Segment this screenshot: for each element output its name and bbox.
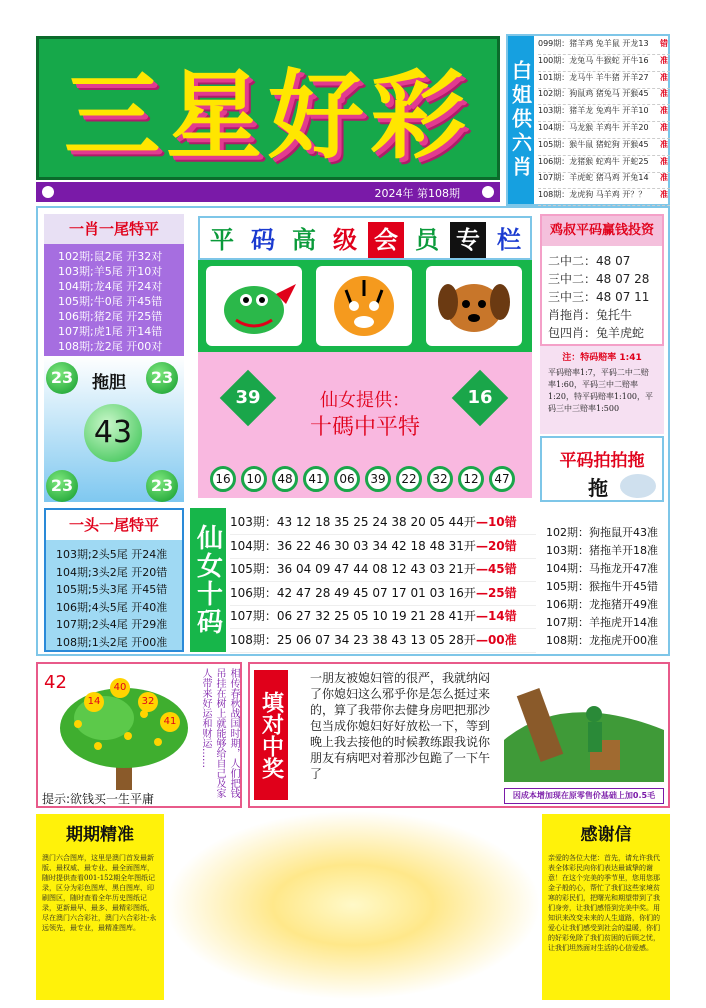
side-list-mark: 准 bbox=[660, 139, 668, 149]
jishu-title: 鸡叔平码赢钱投资 bbox=[542, 216, 662, 246]
date-bar bbox=[36, 182, 500, 202]
xiannv-number-ball: 48 bbox=[272, 466, 298, 492]
side-list-label: 白姐供六肖 bbox=[508, 36, 534, 204]
shima-result: —00准 bbox=[475, 632, 517, 647]
yitou-yiwei-title: 一头一尾特平 bbox=[46, 510, 182, 540]
jishu-row: 包四肖：兔羊虎蛇 bbox=[548, 326, 645, 340]
side-list-row bbox=[538, 88, 670, 105]
side-list-mark: 准 bbox=[660, 106, 668, 116]
tree-number: 42 bbox=[44, 672, 67, 693]
side-list-row bbox=[538, 122, 670, 139]
xiannv-line-2: 十碼中平特 bbox=[309, 415, 420, 440]
money-tree-panel bbox=[36, 662, 242, 808]
tree-fruit: 14 bbox=[84, 692, 104, 712]
yitou-row: 107期;2头4尾 开29准 bbox=[56, 618, 168, 631]
xiannv-line-1: 仙女提供： bbox=[320, 390, 410, 411]
yixiao-row: 103期;羊5尾 开10对 bbox=[58, 265, 163, 278]
side-list-text: 106期：龙猪猴 蛇鸡牛 开蛇25 bbox=[538, 156, 649, 166]
side-list-text: 107期：羊虎蛇 猪马鸡 开兔14 bbox=[538, 173, 649, 183]
yitou-yiwei-panel bbox=[44, 508, 184, 652]
tree-fruit: 41 bbox=[160, 712, 180, 732]
side-list-text: 099期：猪羊鸡 兔羊鼠 开龙13 bbox=[538, 39, 649, 48]
shima-numbers: 108期：25 06 07 34 23 38 43 13 05 28开 bbox=[230, 632, 476, 647]
xiannv-pink-panel bbox=[198, 352, 532, 498]
xiannv-number-ball: 41 bbox=[303, 466, 329, 492]
qiqi-body: 澳门六合图库，这里是澳门首发最新版、最权威、最专业、最全面图库，随时提供查看001-152期全年图纸记录，区分为彩色图库、黑白图库、印刷图区，随时查看全年历史图纸记录，更新最早、最多、最精彩图纸，尽在澳门六合彩社，澳门六合彩社-永远领先，最专业，最精准图库。 bbox=[42, 854, 157, 932]
money-tree-icon bbox=[48, 684, 198, 794]
side-list-mark: 准 bbox=[660, 190, 668, 200]
animal-strip bbox=[198, 260, 532, 352]
jishu-panel bbox=[540, 214, 664, 346]
paipai-sub: 拖 bbox=[588, 476, 608, 500]
thanks-letter-panel bbox=[542, 814, 670, 1000]
jishu-row: 二中二：48 07 bbox=[548, 254, 631, 268]
side-list-row bbox=[538, 139, 670, 156]
yixiao-row: 104期;龙4尾 开24对 bbox=[58, 280, 163, 293]
member-title-char: 员 bbox=[409, 222, 445, 258]
yitou-row: 103期;2头5尾 开24准 bbox=[56, 548, 168, 561]
odds-note bbox=[540, 346, 664, 434]
yixiao-row: 102期;鼠2尾 开32对 bbox=[58, 250, 163, 263]
shima-numbers: 104期：36 22 46 30 03 34 42 18 48 31开 bbox=[230, 538, 476, 553]
shima-row bbox=[230, 604, 536, 629]
side-list-mark: 准 bbox=[660, 173, 668, 183]
title-banner bbox=[36, 36, 500, 180]
side-list-text: 101期：龙马牛 羊牛猪 开羊27 bbox=[538, 72, 649, 82]
shima-result: —14错 bbox=[475, 609, 517, 623]
side-list-row bbox=[538, 172, 670, 189]
side-list-mark: 准 bbox=[660, 89, 668, 99]
shima-numbers: 103期：43 12 18 35 25 24 38 20 05 44开 bbox=[230, 515, 476, 529]
joke-text: 一朋友被媳妇管的很严，我就纳闷了你媳妇这么邪乎你是怎么挺过来的，算了我带你去健身房吧把那沙包当成你媳妇好好放松一下，等到晚上我去接他的时候教练跟我说你朋友有病吧对着那沙包跪了一下午了 bbox=[310, 671, 491, 781]
member-title-char: 栏 bbox=[491, 222, 527, 258]
yixiao-row: 108期;龙2尾 开00对 bbox=[58, 340, 163, 353]
pingma-row: 108期：龙拖虎开00准 bbox=[546, 634, 658, 647]
side-list-row bbox=[538, 156, 670, 173]
jishu-row: 三中二：48 07 28 bbox=[548, 272, 650, 286]
xiannv-number-ball: 16 bbox=[210, 466, 236, 492]
ball-top-left: 23 bbox=[46, 362, 78, 394]
jishu-row: 三中三：48 07 11 bbox=[548, 290, 650, 304]
side-list-row bbox=[538, 55, 670, 72]
yitou-row: 108期;1头2尾 开00准 bbox=[56, 635, 168, 649]
side-list-text: 103期：猪羊龙 兔鸡牛 开羊10 bbox=[538, 106, 649, 116]
shima-row bbox=[230, 628, 536, 653]
dragon-icon bbox=[206, 266, 302, 346]
shima-numbers: 106期：42 47 28 49 45 07 17 01 03 16开 bbox=[230, 585, 476, 600]
tree-side-text: 相传春秋战国时期，人们把钱吊挂在树上就能够给自己及家人带来好运和财运…… bbox=[200, 668, 239, 798]
side-list-row bbox=[538, 38, 670, 55]
jishu-row: 肖拖肖：兔托牛 bbox=[548, 308, 633, 322]
tuodan-panel bbox=[44, 356, 184, 502]
yixiao-row: 107期;虎1尾 开14错 bbox=[58, 325, 163, 338]
member-title-char: 高 bbox=[286, 222, 322, 258]
side-list-panel bbox=[506, 34, 670, 206]
xiannv-number-ball: 32 bbox=[427, 466, 453, 492]
tuodan-center-ball: 43 bbox=[84, 404, 142, 462]
joke-tag: 填对中奖 bbox=[254, 670, 288, 800]
xiannv-number-ball: 22 bbox=[396, 466, 422, 492]
price-note: 因成本增加现在原零售价基础上加0.5毛 bbox=[504, 788, 664, 804]
pingma-row: 104期：马拖龙开47准 bbox=[546, 562, 658, 575]
tiger-icon bbox=[316, 266, 412, 346]
yitou-row: 106期;4头5尾 开40准 bbox=[56, 600, 168, 614]
pingma-row: 103期：猪拖羊开18准 bbox=[546, 544, 658, 557]
center-glow bbox=[164, 810, 542, 1000]
pingma-row: 106期：龙拖猪开49准 bbox=[546, 598, 658, 611]
tree-fruit: 40 bbox=[110, 678, 130, 698]
paipai-panel bbox=[540, 436, 664, 502]
shima-numbers: 105期：36 04 09 47 44 08 12 43 03 21开 bbox=[230, 562, 476, 576]
side-list-text: 105期：猴牛鼠 猪蛇狗 开猴45 bbox=[538, 139, 649, 149]
yixiao-row: 106期;猪2尾 开25错 bbox=[58, 310, 163, 323]
side-list-mark: 错 bbox=[660, 39, 668, 48]
ball-bottom-right: 23 bbox=[146, 470, 178, 502]
ball-bottom-left: 23 bbox=[46, 470, 78, 502]
pingma-row: 102期：狗拖鼠开43准 bbox=[546, 526, 658, 539]
qiqi-title: 期期精准 bbox=[66, 825, 134, 845]
xiannv-number-ball: 06 bbox=[334, 466, 360, 492]
shima-row bbox=[230, 510, 536, 535]
member-title-char: 专 bbox=[450, 222, 486, 258]
odds-title: 注：特码赔率 1:41 bbox=[562, 353, 642, 363]
side-list-text: 104期：马龙猴 羊鸡牛 开羊20 bbox=[538, 123, 649, 132]
side-list-text: 102期：狗鼠鸡 猪兔马 开猴45 bbox=[538, 89, 649, 99]
page-title: 三星好彩 bbox=[64, 58, 472, 172]
joke-panel bbox=[248, 662, 670, 808]
qiqi-jingzhun-panel bbox=[36, 814, 164, 1000]
shima-result: —20错 bbox=[475, 538, 517, 553]
yitou-row: 104期;3头2尾 开20错 bbox=[56, 565, 168, 579]
paipai-title: 平码拍拍拖 bbox=[559, 451, 645, 471]
thanks-title: 感谢信 bbox=[580, 825, 632, 845]
member-title-char: 平 bbox=[204, 222, 240, 258]
tuodan-label: 拖胆 bbox=[92, 373, 126, 393]
yixiao-row: 105期;牛0尾 开45错 bbox=[58, 295, 163, 308]
odds-body: 平码赔率1:7，平码二中二赔率1:60，平码三中二赔率1:20，特平码赔率1:100，平码三中三赔率1:500 bbox=[548, 368, 654, 413]
tree-hint: 提示:欲钱买一生平庸 bbox=[42, 792, 155, 806]
xiannv-number-ball: 39 bbox=[365, 466, 391, 492]
side-list-mark: 准 bbox=[660, 123, 668, 132]
member-title-char: 码 bbox=[245, 222, 281, 258]
side-list-row bbox=[538, 105, 670, 122]
xiannv-number-ball: 12 bbox=[458, 466, 484, 492]
side-list-text: 108期：龙虎狗 马羊鸡 开？？ bbox=[538, 190, 647, 200]
right-diamond-number: 16 bbox=[467, 387, 493, 408]
side-list-mark: 准 bbox=[660, 55, 668, 65]
xiannv-number-ball: 10 bbox=[241, 466, 267, 492]
shima-numbers: 107期：06 27 32 25 05 10 19 21 28 41开 bbox=[230, 609, 476, 623]
side-list-row bbox=[538, 189, 670, 206]
member-title-char: 会 bbox=[368, 222, 404, 258]
side-list-row bbox=[538, 72, 670, 89]
ball-top-right: 23 bbox=[146, 362, 178, 394]
shima-label: 仙女十码 bbox=[190, 508, 226, 652]
shima-row bbox=[230, 557, 536, 582]
member-column-title bbox=[198, 216, 532, 260]
side-list-mark: 准 bbox=[660, 156, 668, 166]
left-dot-icon bbox=[42, 186, 54, 198]
pingma-row: 105期：猴拖牛开45错 bbox=[546, 580, 658, 593]
yixiao-yiwei-title: 一肖一尾特平 bbox=[44, 214, 184, 244]
mountain-icon bbox=[620, 474, 656, 498]
issue-date: 2024年 第108期 bbox=[374, 187, 460, 200]
tree-fruit: 32 bbox=[138, 692, 158, 712]
shima-result: —10错 bbox=[475, 515, 517, 529]
dog-icon bbox=[426, 266, 522, 346]
shima-result: —45错 bbox=[475, 562, 517, 576]
shima-result: —25错 bbox=[475, 585, 517, 600]
thanks-body: 亲爱的各位大佬：首先，请允许我代表全体彩民向你们表达最诚挚的谢意！在这个完美的季节里，您用您那金子般的心，帮忙了我们这些家境贫寒的彩民们，把曙光和期望带到了我们身旁，让我们感悟到完美中奖。用知识来改变未来的人生道路，你们的爱心让我们感受到社会的温暖，你们的好彩免除了我们贫困的后顾之忧，让我们坦然面对生活的心信爱感。 bbox=[548, 854, 660, 952]
pingma-row: 107期：羊拖虎开14准 bbox=[546, 616, 658, 629]
side-list-text: 100期：龙兔马 牛猴蛇 开牛16 bbox=[538, 55, 649, 65]
left-diamond-number: 39 bbox=[235, 387, 261, 408]
punching-bag-icon bbox=[504, 670, 664, 782]
shima-row bbox=[230, 534, 536, 559]
right-dot-icon bbox=[482, 186, 494, 198]
xiannv-number-ball: 47 bbox=[489, 466, 515, 492]
side-list-mark: 准 bbox=[660, 72, 668, 82]
member-title-char: 级 bbox=[327, 222, 363, 258]
shima-row bbox=[230, 581, 536, 606]
yitou-row: 105期;5头3尾 开45错 bbox=[56, 583, 168, 596]
